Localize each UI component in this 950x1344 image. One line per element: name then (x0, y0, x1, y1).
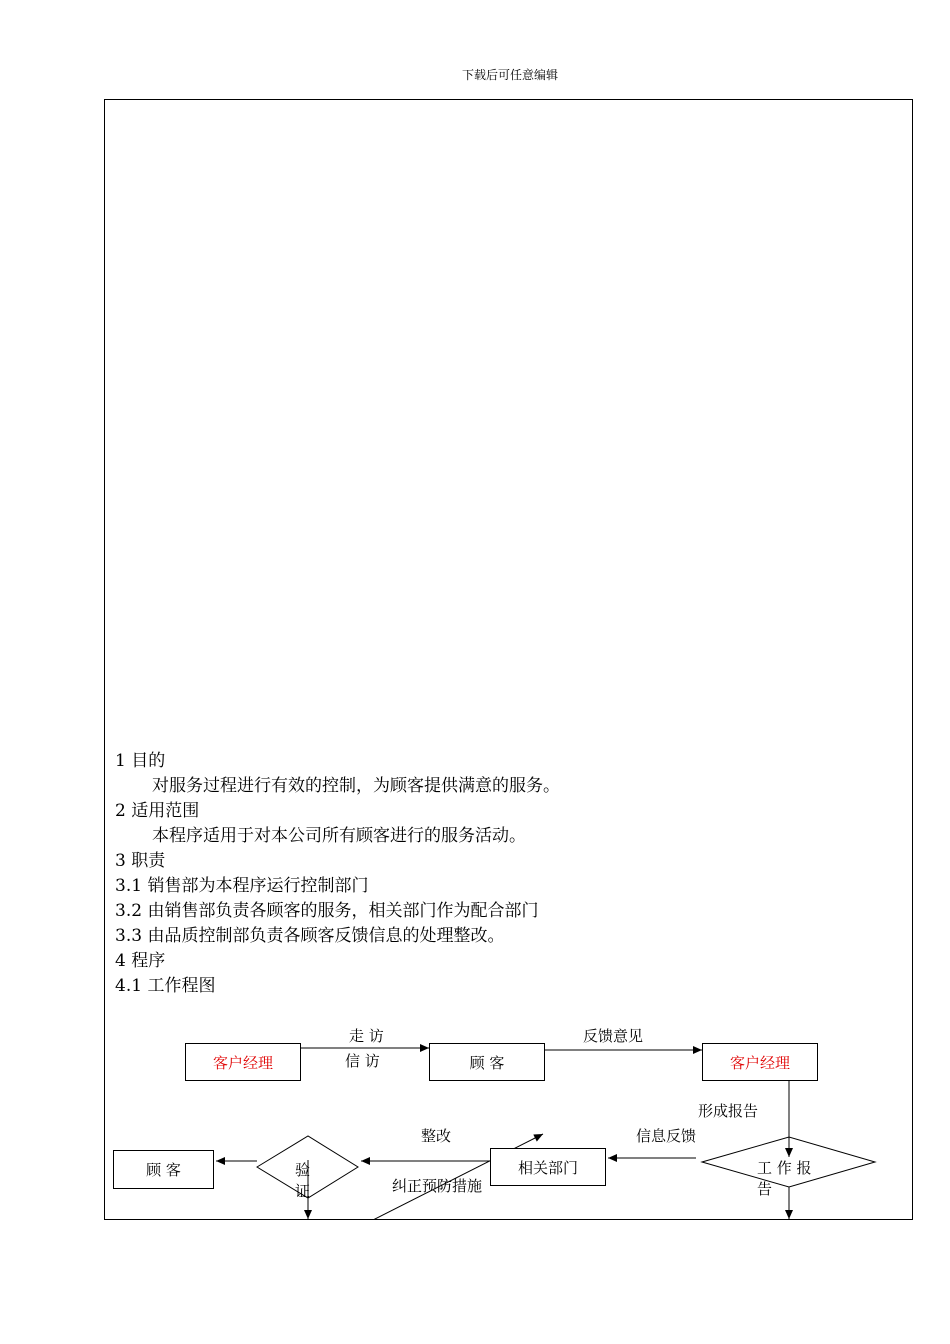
label-visit-2: 信 访 (345, 1052, 380, 1070)
label-corrective: 纠正预防措施 (392, 1177, 483, 1195)
box-customer-left: 顾 客 (113, 1150, 214, 1189)
section-3-1: 3.1 销售部为本程序运行控制部门 (115, 876, 369, 896)
label-form-report: 形成报告 (698, 1102, 759, 1120)
box-manager-left: 客户经理 (185, 1043, 301, 1081)
diamond-report-label-1: 工 作 报 (757, 1159, 812, 1177)
label-feedback-opinion: 反馈意见 (583, 1027, 644, 1045)
box-manager-right: 客户经理 (702, 1043, 818, 1081)
box-customer-top: 顾 客 (429, 1043, 545, 1081)
section-2-title: 2 适用范围 (115, 801, 200, 821)
label-visit-1: 走 访 (349, 1027, 384, 1045)
document-frame (104, 99, 913, 1220)
section-2-body: 本程序适用于对本公司所有顾客进行的服务活动。 (152, 826, 526, 846)
label-rectify: 整改 (421, 1127, 452, 1145)
section-3-2: 3.2 由销售部负责各顾客的服务，相关部门作为配合部门 (115, 901, 539, 921)
diamond-verify-label-1: 验 (295, 1161, 311, 1179)
section-4-1: 4.1 工作程图 (115, 976, 216, 996)
diamond-report-label-2: 告 (757, 1180, 773, 1198)
label-info-feedback: 信息反馈 (636, 1127, 697, 1145)
box-related-dept: 相关部门 (490, 1148, 606, 1186)
section-1-title: 1 目的 (115, 751, 166, 771)
header-note: 下载后可任意编辑 (461, 68, 558, 82)
section-3-3: 3.3 由品质控制部负责各顾客反馈信息的处理整改。 (115, 926, 505, 946)
section-3-title: 3 职责 (115, 851, 166, 871)
section-4-title: 4 程序 (115, 951, 166, 971)
diamond-verify-label-2: 证 (295, 1182, 311, 1200)
section-1-body: 对服务过程进行有效的控制，为顾客提供满意的服务。 (152, 776, 560, 796)
